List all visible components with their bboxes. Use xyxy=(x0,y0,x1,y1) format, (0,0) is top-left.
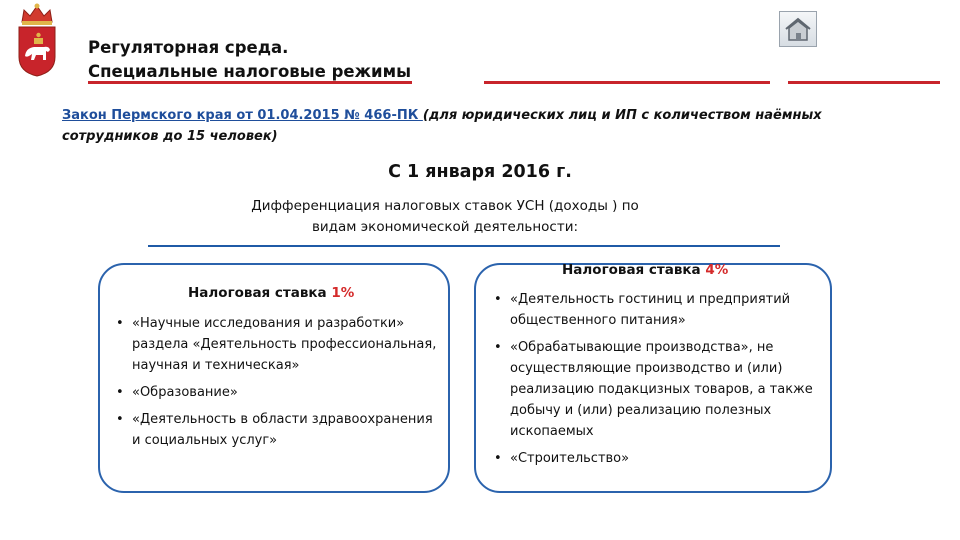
list-item-text: «Деятельность гостиниц и предприятий общественного питания» xyxy=(510,292,791,328)
list-item xyxy=(494,289,822,331)
list-item-text: «Строительство» xyxy=(510,451,630,466)
section-divider xyxy=(148,245,780,247)
date-heading: С 1 января 2016 г. xyxy=(388,162,572,182)
bullet-icon: • xyxy=(116,316,124,331)
law-paragraph xyxy=(62,105,862,147)
home-button[interactable] xyxy=(779,11,817,47)
rate-label: Налоговая ставка xyxy=(188,285,332,301)
bullet-icon: • xyxy=(116,412,124,427)
list-item xyxy=(494,337,822,442)
list-item-text: «Образование» xyxy=(132,385,238,400)
title-line-1: Регуляторная среда. xyxy=(88,38,289,57)
list-item-text: «Обрабатывающие производства», не осуществляющие производство и (или) реализацию подакцизных товаров, а также добычу и (или) реализацию полезных ископаемых xyxy=(510,340,813,439)
list-item xyxy=(116,409,444,451)
list-item-text: «Деятельность в области здравоохранения и социальных услуг» xyxy=(132,412,433,448)
page-title xyxy=(88,36,411,84)
activity-list-left xyxy=(116,313,444,457)
header-divider-gap xyxy=(770,81,788,84)
rate-title-left xyxy=(188,285,354,301)
coat-of-arms-icon xyxy=(14,2,60,78)
list-item xyxy=(116,313,444,376)
header-divider xyxy=(88,81,940,84)
bullet-icon: • xyxy=(116,385,124,400)
law-description: (для юридических лиц и ИП с количеством наёмных сотрудников до 15 человек) xyxy=(62,108,822,144)
list-item xyxy=(494,448,822,469)
differentiation-line-1: Дифференциация налоговых ставок УСН (доходы ) по xyxy=(251,198,639,214)
header-divider-gap xyxy=(412,81,484,84)
bullet-icon: • xyxy=(494,451,502,466)
list-item-text: «Научные исследования и разработки» раздела «Деятельность профессиональная, научная и техническая» xyxy=(132,316,437,373)
list-item xyxy=(116,382,444,403)
rate-label: Налоговая ставка xyxy=(562,262,706,278)
activity-list-right xyxy=(494,289,822,475)
rate-title-right xyxy=(562,262,728,278)
rate-value: 4% xyxy=(705,262,729,278)
differentiation-text xyxy=(0,196,890,238)
differentiation-line-2: видам экономической деятельности: xyxy=(311,219,579,235)
bullet-icon: • xyxy=(494,292,502,307)
bullet-icon: • xyxy=(494,340,502,355)
law-link[interactable]: Закон Пермского края от 01.04.2015 № 466-ПК xyxy=(62,108,423,123)
home-icon xyxy=(780,12,816,46)
title-line-2: Специальные налоговые режимы xyxy=(88,62,411,81)
rate-value: 1% xyxy=(331,285,355,301)
